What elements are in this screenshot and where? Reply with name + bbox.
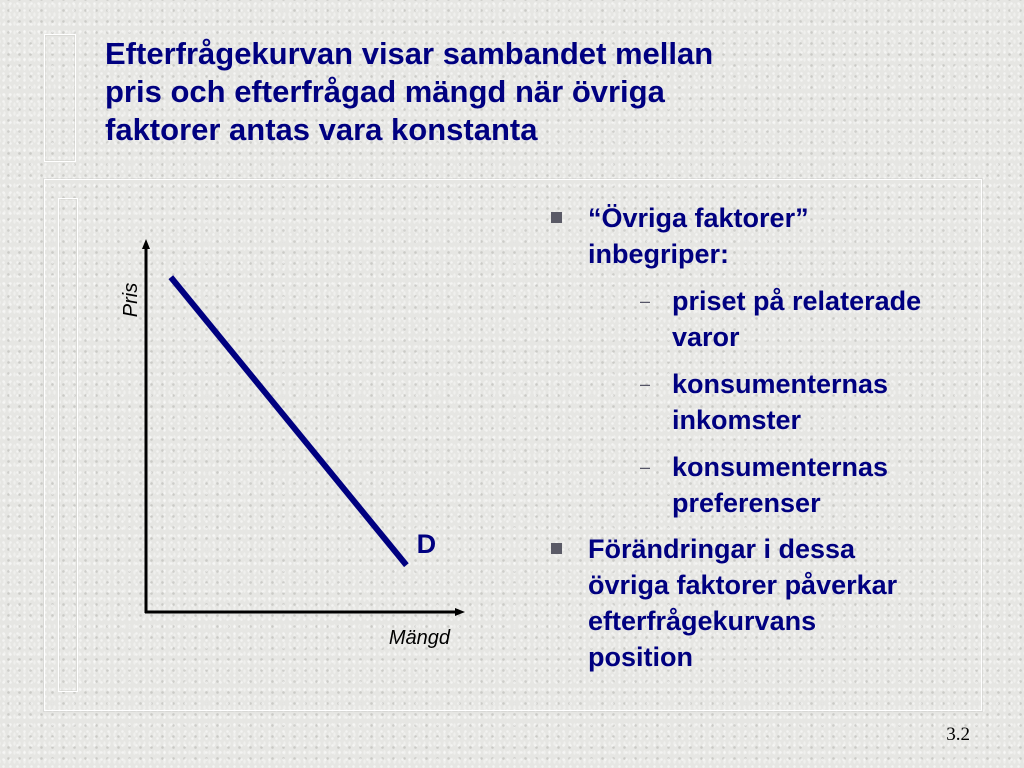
bullet-item	[548, 531, 988, 675]
sub-bullet-text: varor	[672, 322, 740, 352]
bullet-text: Förändringar i dessa	[588, 534, 856, 564]
sub-bullet-text: priset på relaterade	[672, 286, 922, 316]
bullet-text: övriga faktorer påverkar	[588, 570, 898, 600]
bullet-text: “Övriga faktorer”	[588, 203, 809, 233]
slide-number: 3.2	[946, 724, 970, 745]
sub-bullet-text: preferenser	[672, 488, 821, 518]
x-axis-label: Mängd	[388, 627, 450, 649]
sub-bullet-text: konsumenternas	[672, 369, 889, 399]
bullet-item	[548, 200, 988, 521]
sub-bullet-item	[588, 449, 988, 521]
dash-bullet-icon: –	[640, 374, 651, 394]
bullet-text: position	[588, 642, 693, 672]
square-bullet-icon	[551, 212, 562, 223]
dash-bullet-icon: –	[640, 457, 651, 477]
title-line-3: faktorer antas vara konstanta	[105, 112, 538, 147]
bullet-list	[548, 200, 988, 675]
square-bullet-icon	[551, 543, 562, 554]
y-axis-label: Pris	[120, 282, 142, 318]
demand-curve-label: D	[416, 529, 437, 560]
sub-bullet-text: konsumenternas	[672, 452, 889, 482]
sub-bullet-item	[588, 366, 988, 438]
demand-curve-line	[171, 277, 407, 565]
bullet-text: efterfrågekurvans	[588, 606, 817, 636]
sub-bullet-item	[588, 283, 988, 355]
series-layer	[171, 277, 436, 565]
sub-bullet-text: inkomster	[672, 405, 802, 435]
bullet-text: inbegriper:	[588, 239, 730, 269]
title-line-2: pris och efterfrågad mängd när övriga	[105, 74, 665, 109]
title-line-1: Efterfrågekurvan visar sambandet mellan	[105, 36, 714, 71]
dash-bullet-icon: –	[640, 291, 651, 311]
